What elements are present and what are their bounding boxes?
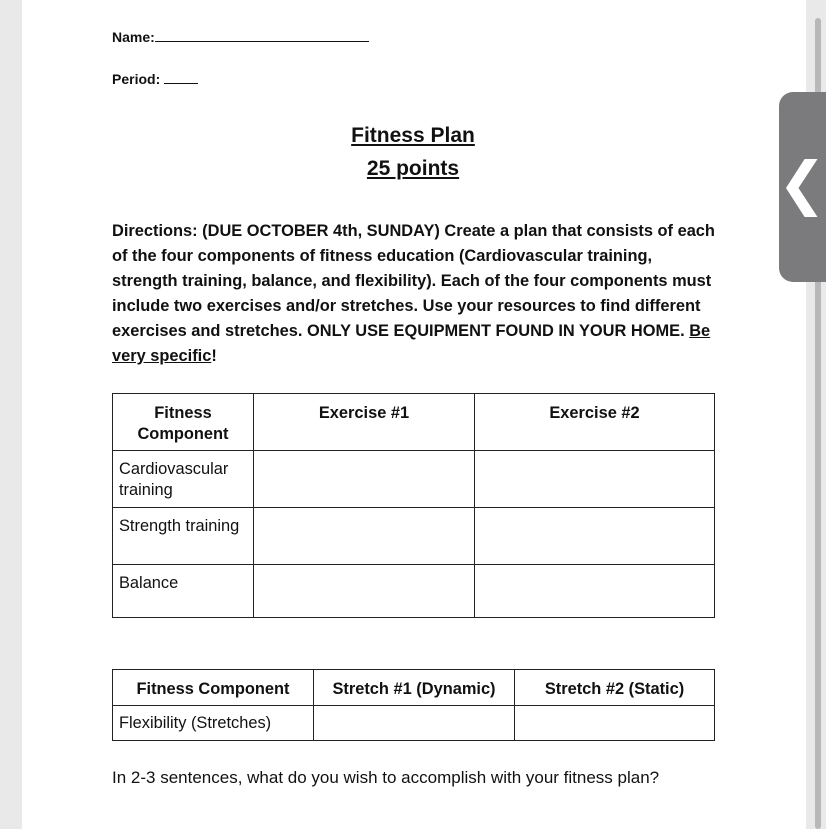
table-cell-empty[interactable]	[475, 565, 715, 618]
table-cell-component: Cardiovascular training	[113, 451, 254, 508]
table-row	[113, 508, 715, 565]
table-row	[113, 565, 715, 618]
table-cell-empty[interactable]	[254, 451, 475, 508]
directions-end: !	[211, 347, 217, 365]
directions-text: Directions: (DUE OCTOBER 4th, SUNDAY) Create a plan that consists of each of the four components of fitness education (Cardiovascular training, strength training, balance, and flexibility). Each of the four components must include two exercises and/or stretches. Use your resources to find different exercises and stretches. ONLY USE EQUIPMENT FOUND IN YOUR HOME.	[112, 222, 715, 340]
table-header-cell: Stretch #1 (Dynamic)	[314, 670, 515, 706]
table-header-cell: Fitness Component	[113, 394, 254, 451]
table-header-cell: Fitness Component	[113, 670, 314, 706]
name-field	[112, 29, 369, 45]
reflection-question: In 2-3 sentences, what do you wish to accomplish with your fitness plan?	[112, 768, 660, 787]
period-label: Period:	[112, 71, 161, 87]
table-cell-component: Balance	[113, 565, 254, 618]
document-title: Fitness Plan	[351, 124, 475, 147]
table-header-row	[113, 670, 715, 706]
name-blank	[155, 29, 369, 42]
table-cell-empty[interactable]	[515, 706, 715, 741]
directions-emphasis: Be very specific	[112, 322, 711, 365]
table-header-cell: Stretch #2 (Static)	[515, 670, 715, 706]
table-cell-empty[interactable]	[475, 451, 715, 508]
period-blank	[164, 71, 198, 84]
exercise-table	[112, 393, 715, 618]
side-panel-toggle[interactable]	[779, 92, 826, 282]
directions-paragraph	[112, 219, 722, 369]
chevron-left-icon: ❮	[777, 149, 826, 217]
table-cell-empty[interactable]	[254, 508, 475, 565]
table-header-row	[113, 394, 715, 451]
table-cell-component: Flexibility (Stretches)	[113, 706, 314, 741]
table-cell-empty[interactable]	[254, 565, 475, 618]
points-title: 25 points	[366, 157, 460, 180]
table-cell-component: Strength training	[113, 508, 254, 565]
table-cell-empty[interactable]	[314, 706, 515, 741]
table-cell-empty[interactable]	[475, 508, 715, 565]
table-row	[113, 451, 715, 508]
table-row	[113, 706, 715, 741]
stretch-table	[112, 669, 715, 741]
table-header-cell: Exercise #1	[254, 394, 475, 451]
table-header-cell: Exercise #2	[475, 394, 715, 451]
name-label: Name:	[112, 29, 155, 45]
period-field	[112, 71, 198, 87]
